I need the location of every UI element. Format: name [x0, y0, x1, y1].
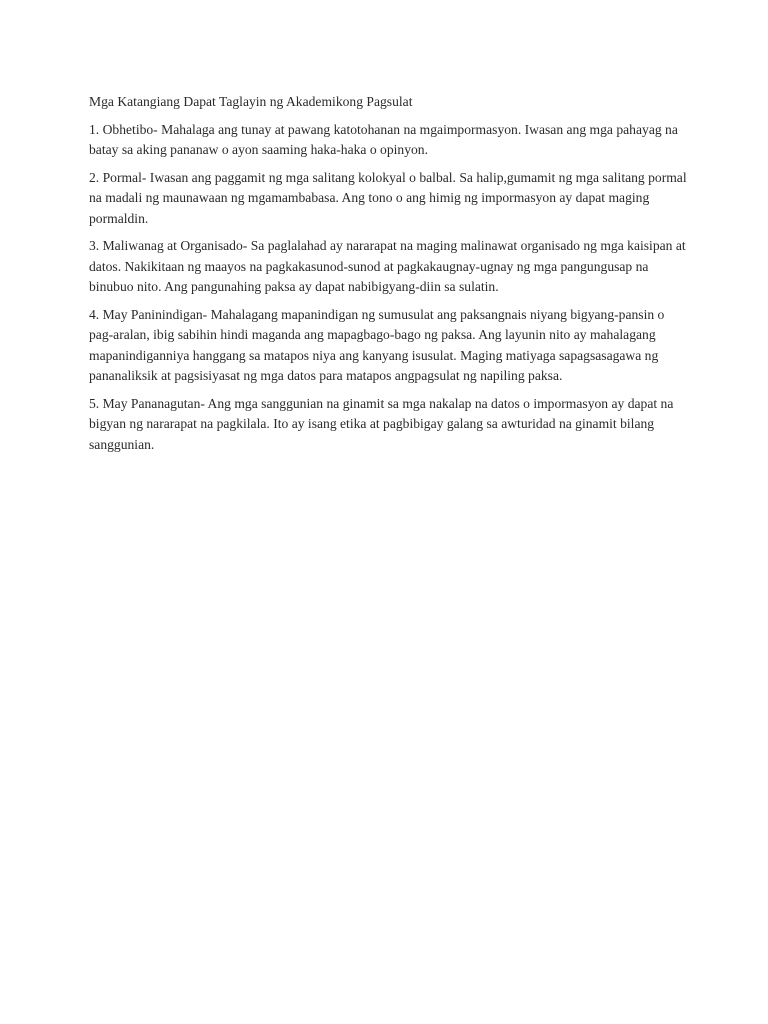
document-title: Mga Katangiang Dapat Taglayin ng Akademikong Pagsulat — [89, 94, 413, 109]
paragraph-may-pananagutan: 5. May Pananagutan- Ang mga sanggunian na ginamit sa mga nakalap na datos o impormasyon ay dapat na bigyan ng nararapat na pagkilala. Ito ay isang etika at pagbibigay galang sa awturidad na ginamit bilang sanggunian. — [89, 395, 674, 452]
document-body — [89, 92, 689, 462]
paragraph-may-paninindigan: 4. May Paninindigan- Mahalagang mapanindigan ng sumusulat ang paksangnais niyang bigyang-pansin o pag-aralan, ibig sabihin hindi maganda ang mapagbago-bago ng paksa. Ang layunin nito ay mahalagang mapanindiganniya hanggang sa matapos niya ang kanyang isusulat. Maging matiyaga sapagsasagawa ng pananaliksik at pagsisiyasat ng mga datos para matapos angpagsulat ng napiling paksa. — [89, 306, 665, 383]
paragraph-pormal: 2. Pormal- Iwasan ang paggamit ng mga salitang kolokyal o balbal. Sa halip,gumamit ng mga salitang pormal na madali ng maunawaan ng mgamambabasa. Ang tono o ang himig ng impormasyon ay dapat maging pormaldin. — [89, 169, 687, 226]
paragraph-maliwanag-organisado: 3. Maliwanag at Organisado- Sa paglalahad ay nararapat na maging malinawat organisado ng mga kaisipan at datos. Nakikitaan ng maayos na pagkakasunod-sunod at pagkakaugnay-ugnay ng mga pangungusap na binubuo nito. Ang pangunahing paksa ay dapat nabibigyang-diin sa sulatin. — [89, 238, 686, 294]
paragraph-obhetibo: 1. Obhetibo- Mahalaga ang tunay at pawang katotohanan na mgaimpormasyon. Iwasan ang mga pahayag na batay sa aking pananaw o ayon saaming haka-haka o opinyon. — [89, 121, 678, 157]
